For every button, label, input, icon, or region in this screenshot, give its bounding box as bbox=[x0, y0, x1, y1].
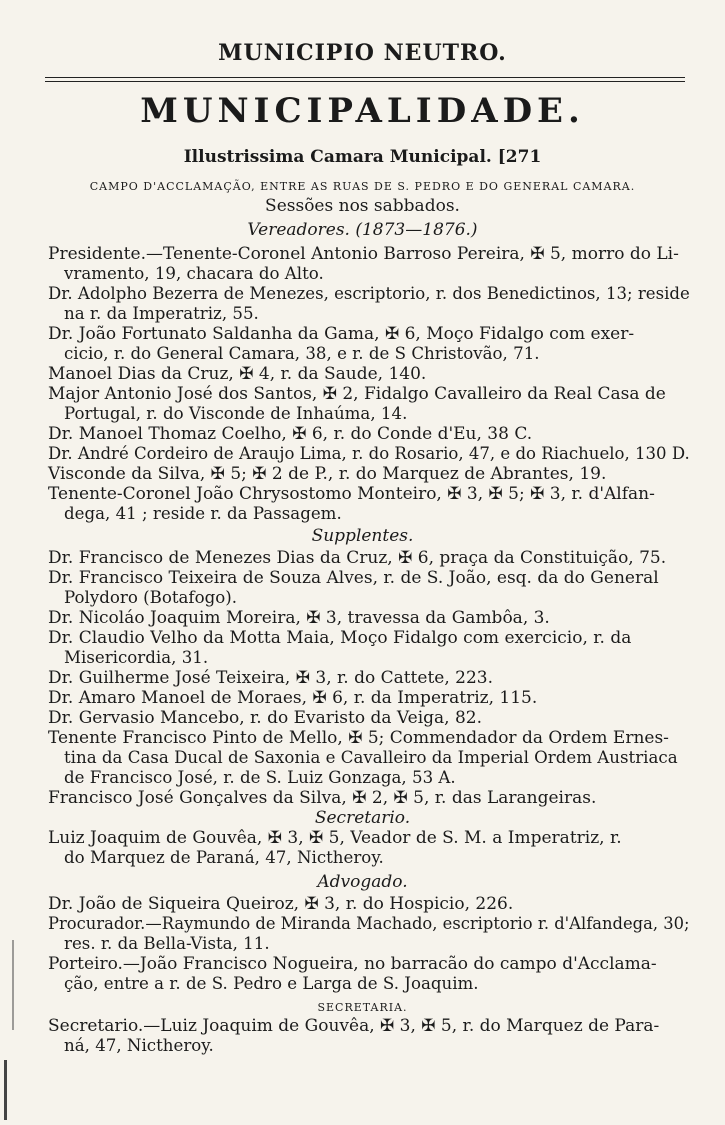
section-header: MUNICIPIO NEUTRO. bbox=[218, 40, 507, 66]
sessions-line: Sessões nos sabbados. bbox=[265, 196, 460, 216]
entry-line: Dr. Adolpho Bezerra de Menezes, escriptorio, r. dos Benedictinos, 13; reside bbox=[48, 284, 690, 304]
page-title: MUNICIPALIDADE. bbox=[140, 91, 585, 131]
entry-line: Dr. Manoel Thomaz Coelho, ✠ 6, r. do Conde d'Eu, 38 C. bbox=[48, 424, 533, 444]
entry-line: na r. da Imperatriz, 55. bbox=[64, 304, 259, 324]
double-rule-top bbox=[45, 77, 685, 78]
entry-line: ção, entre a r. de S. Pedro e Larga de S. Joaquim. bbox=[64, 974, 479, 994]
secretaria-heading: SECRETARIA. bbox=[317, 1001, 408, 1014]
entry-line: vramento, 19, chacara do Alto. bbox=[64, 264, 324, 284]
entry-line: Tenente-Coronel João Chrysostomo Monteiro, ✠ 3, ✠ 5; ✠ 3, r. d'Alfan- bbox=[48, 484, 655, 504]
binding-edge-marks bbox=[0, 920, 24, 1120]
entry-line: Dr. Claudio Velho da Motta Maia, Moço Fidalgo com exercicio, r. da bbox=[48, 628, 632, 648]
entry-line: Visconde da Silva, ✠ 5; ✠ 2 de P., r. do Marquez de Abrantes, 19. bbox=[48, 464, 607, 484]
entry-line: Dr. João Fortunato Saldanha da Gama, ✠ 6, Moço Fidalgo com exer- bbox=[48, 324, 635, 344]
entry-line: Manoel Dias da Cruz, ✠ 4, r. da Saude, 140. bbox=[48, 364, 427, 384]
entry-line: Dr. Francisco de Menezes Dias da Cruz, ✠ 6, praça da Constituição, 75. bbox=[48, 548, 667, 568]
entry-line: Dr. Francisco Teixeira de Souza Alves, r. de S. João, esq. da do General bbox=[48, 568, 659, 588]
advogado-heading: Advogado. bbox=[317, 872, 408, 892]
entry-line: Porteiro.—João Francisco Nogueira, no barracão do campo d'Acclama- bbox=[48, 954, 657, 974]
entry-line: Dr. Nicoláo Joaquim Moreira, ✠ 3, travessa da Gambôa, 3. bbox=[48, 608, 550, 628]
entry-line: do Marquez de Paraná, 47, Nictheroy. bbox=[64, 848, 384, 868]
entry-line: Major Antonio José dos Santos, ✠ 2, Fidalgo Cavalleiro da Real Casa de bbox=[48, 384, 666, 404]
entry-line: res. r. da Bella-Vista, 11. bbox=[64, 934, 270, 954]
entry-line: dega, 41 ; reside r. da Passagem. bbox=[64, 504, 342, 524]
entry-line: Dr. André Cordeiro de Araujo Lima, r. do Rosario, 47, e do Riachuelo, 130 D. bbox=[48, 444, 690, 464]
entry-line: Polydoro (Botafogo). bbox=[64, 588, 238, 608]
entry-line: ná, 47, Nictheroy. bbox=[64, 1036, 214, 1056]
entry-line: Dr. Amaro Manoel de Moraes, ✠ 6, r. da Imperatriz, 115. bbox=[48, 688, 538, 708]
double-rule-bottom bbox=[45, 81, 685, 82]
entry-line: Misericordia, 31. bbox=[64, 648, 209, 668]
entry-line: Francisco José Gonçalves da Silva, ✠ 2, ✠ 5, r. das Larangeiras. bbox=[48, 788, 597, 808]
location-line: CAMPO D'ACCLAMAÇÃO, ENTRE AS RUAS DE S. PEDRO E DO GENERAL CAMARA. bbox=[89, 180, 636, 193]
subtitle: Illustrissima Camara Municipal. [271 bbox=[183, 147, 542, 167]
entry-line: Dr. Guilherme José Teixeira, ✠ 3, r. do Cattete, 223. bbox=[48, 668, 494, 688]
entry-line: Dr. João de Siqueira Queiroz, ✠ 3, r. do Hospicio, 226. bbox=[48, 894, 514, 914]
entry-line: Luiz Joaquim de Gouvêa, ✠ 3, ✠ 5, Veador de S. M. a Imperatriz, r. bbox=[48, 828, 622, 848]
entry-line: de Francisco José, r. de S. Luiz Gonzaga, 53 A. bbox=[64, 768, 456, 788]
entry-line: Dr. Gervasio Mancebo, r. do Evaristo da Veiga, 82. bbox=[48, 708, 482, 728]
entry-line: tina da Casa Ducal de Saxonia e Cavalleiro da Imperial Ordem Austriaca bbox=[64, 748, 678, 768]
vereadores-heading: Vereadores. (1873—1876.) bbox=[247, 220, 478, 240]
entry-line: Portugal, r. do Visconde de Inhaúma, 14. bbox=[64, 404, 408, 424]
entry-line: Procurador.—Raymundo de Miranda Machado, escriptorio r. d'Alfandega, 30; bbox=[48, 914, 690, 934]
entry-line: cicio, r. do General Camara, 38, e r. de S Christovão, 71. bbox=[64, 344, 540, 364]
secretario-heading: Secretario. bbox=[314, 808, 411, 828]
entry-line: Tenente Francisco Pinto de Mello, ✠ 5; Commendador da Ordem Ernes- bbox=[48, 728, 669, 748]
entry-line: Secretario.—Luiz Joaquim de Gouvêa, ✠ 3, ✠ 5, r. do Marquez de Para- bbox=[48, 1016, 660, 1036]
entry-line: Presidente.—Tenente-Coronel Antonio Barroso Pereira, ✠ 5, morro do Li- bbox=[48, 244, 679, 264]
supplentes-heading: Supplentes. bbox=[311, 526, 414, 546]
